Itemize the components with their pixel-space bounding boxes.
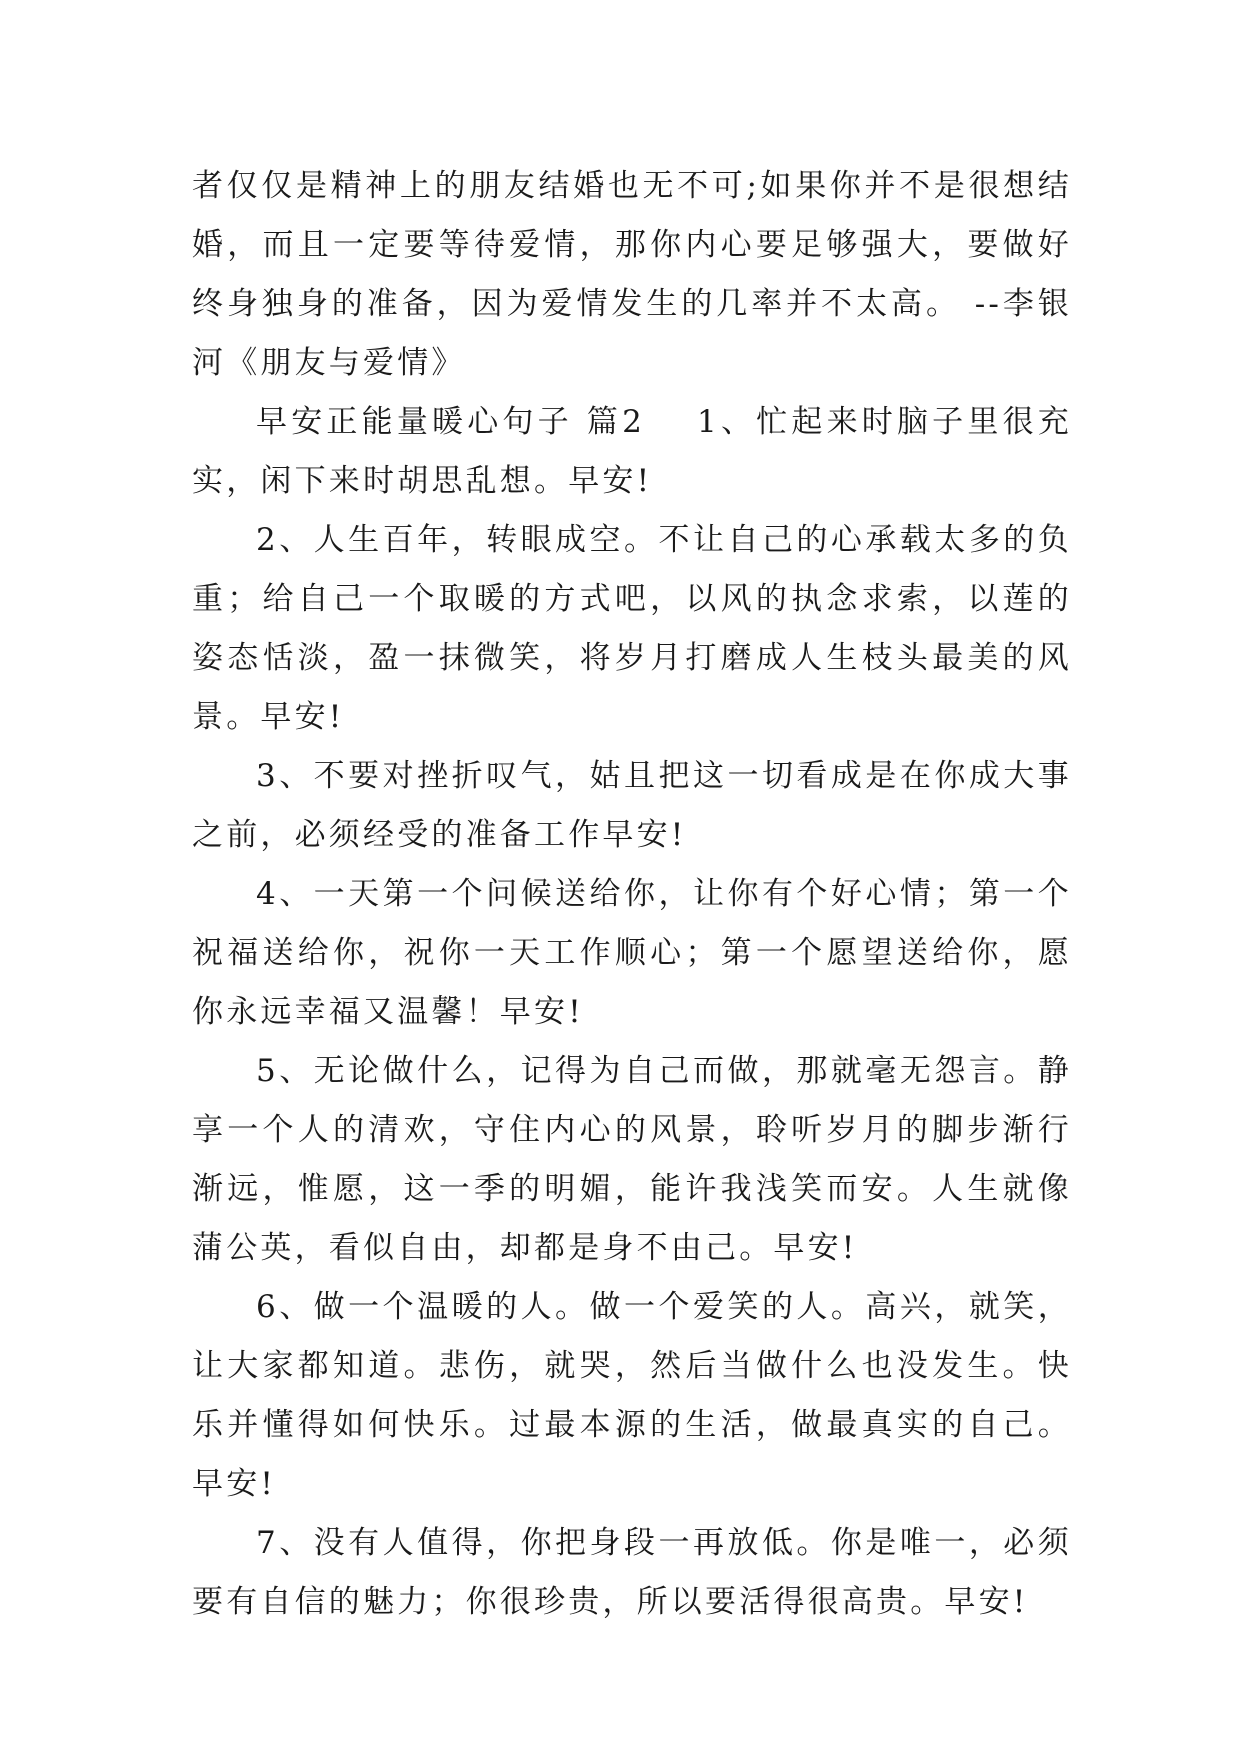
intro-paragraph: 者仅仅是精神上的朋友结婚也无不可;如果你并不是很想结婚，而且一定要等待爱情，那你内心要足够强大，要做好终身独身的准备，因为爱情发生的几率并不太高。 --李银河《朋友与爱情》 bbox=[192, 168, 1072, 381]
list-item: 4、一天第一个问候送给你，让你有个好心情；第一个祝福送给你，祝你一天工作顺心；第一个愿望送给你，愿你永远幸福又温馨！早安! bbox=[192, 876, 1072, 1030]
section-paragraph bbox=[192, 393, 1072, 511]
list-item: 2、人生百年，转眼成空。不让自己的心承载太多的负重；给自己一个取暖的方式吧，以风的执念求索，以莲的姿态恬淡，盈一抹微笑，将岁月打磨成人生枝头最美的风景。早安! bbox=[192, 522, 1072, 735]
section-first-item: 1、忙起来时脑子里很充实，闲下来时胡思乱想。早安! bbox=[192, 404, 1072, 499]
list-item: 7、没有人值得，你把身段一再放低。你是唯一，必须要有自信的魅力；你很珍贵，所以要活得很高贵。早安! bbox=[192, 1525, 1072, 1620]
section-heading: 早安正能量暖心句子 篇2 bbox=[256, 404, 646, 440]
list-item: 3、不要对挫折叹气，姑且把这一切看成是在你成大事之前，必须经受的准备工作早安! bbox=[192, 758, 1072, 853]
list-item: 5、无论做什么，记得为自己而做，那就毫无怨言。静享一个人的清欢，守住内心的风景，聆听岁月的脚步渐行渐远，惟愿，这一季的明媚，能许我浅笑而安。人生就像蒲公英，看似自由，却都是身不由己。早安! bbox=[192, 1053, 1072, 1266]
list-item: 6、做一个温暖的人。做一个爱笑的人。高兴，就笑，让大家都知道。悲伤，就哭，然后当做什么也没发生。快乐并懂得如何快乐。过最本源的生活，做最真实的自己。早安! bbox=[192, 1289, 1072, 1502]
document-body bbox=[192, 157, 1072, 1632]
